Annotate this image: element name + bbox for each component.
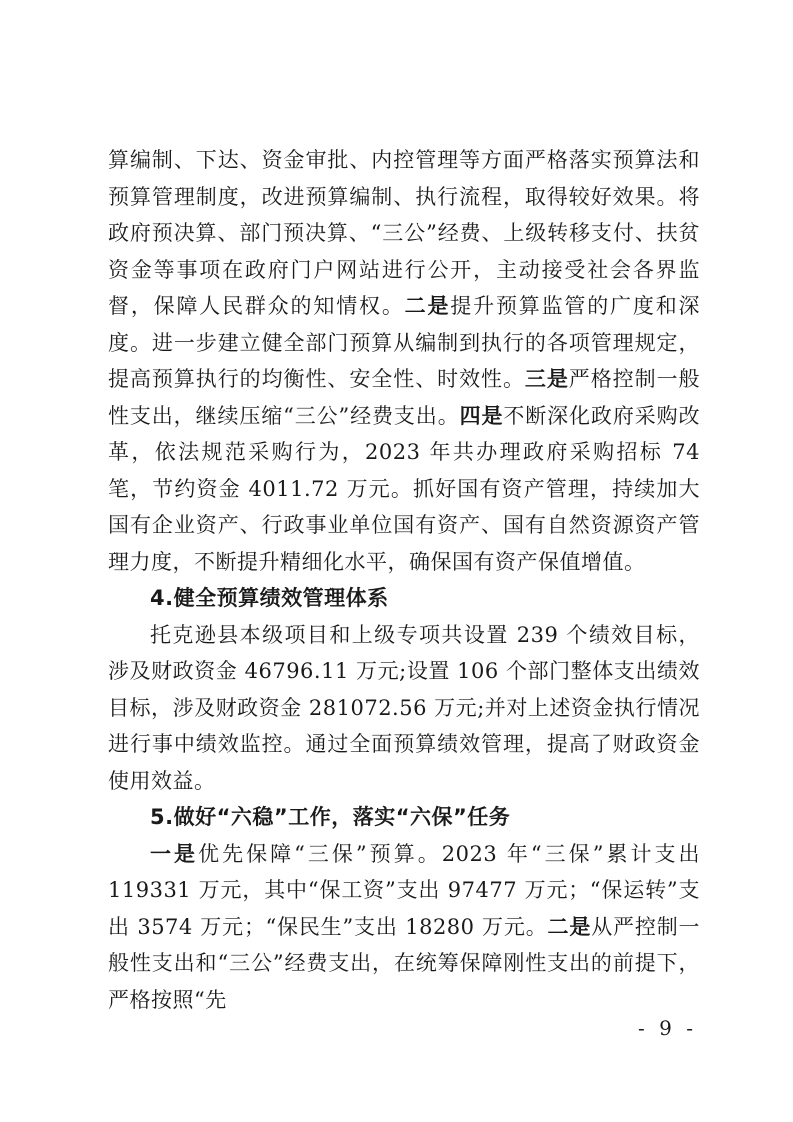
section-heading-4: 4.健全预算绩效管理体系 (150, 586, 389, 610)
paragraph-budget-management (108, 142, 700, 580)
paragraph-text: 优先保障“三保”预算。2023 年“三保”累计支出 119331 万元，其中“保工资”支出 97477 万元；“保运转”支出 3574 万元；“保民生”支出 18280 万元。 (108, 841, 701, 939)
paragraph-text: 从严控制一般性支出和“三公”经费支出，在统筹保障刚性支出的前提下，严格按照“先 (108, 914, 701, 1012)
bold-marker-second: 二是 (547, 914, 592, 939)
bold-marker-fourth: 四是 (459, 403, 504, 428)
paragraph-text: 提升预算监管的广度和深度。进一步建立健全部门预算从编制到执行的各项管理规定，提高预算执行的均衡性、安全性、时效性。 (108, 294, 701, 391)
paragraph-text: 不断深化政府采购改革，依法规范采购行为，2023 年共办理政府采购招标 74 笔，节约资金 4011.72 万元。抓好国有资产管理，持续加大国有企业资产、行政事业单位国有资产、国有自然资源资产管理力度，不断提升精细化水平，确保国有资产保值增值。 (108, 403, 700, 574)
paragraph-text: 严格控制一般性支出，继续压缩“三公”经费支出。 (108, 367, 701, 428)
paragraph-six-stability (108, 836, 700, 1019)
paragraph-text: 算编制、下达、资金审批、内控管理等方面严格落实预算法和预算管理制度，改进预算编制、执行流程，取得较好效果。将政府预决算、部门预决算、“三公”经费、上级转移支付、扶贫资金等事项在政府门户网站进行公开，主动接受社会各界监督，保障人民群众的知情权。 (108, 148, 700, 318)
page-number: - 9 - (638, 1016, 697, 1040)
paragraph-performance-management: 托克逊县本级项目和上级专项共设置 239 个绩效目标，涉及财政资金 46796.11 万元;设置 106 个部门整体支出绩效目标，涉及财政资金 281072.56 万元;并对上述资金执行情况进行事中绩效监控。通过全面预算绩效管理，提高了财政资金使用效益。 (108, 622, 700, 793)
bold-marker-first: 一是 (150, 841, 199, 866)
bold-marker-third: 三是 (524, 367, 569, 391)
bold-marker-second: 二是 (404, 294, 451, 318)
body-text (108, 142, 700, 1018)
section-heading-5: 5.做好“六稳”工作，落实“六保”任务 (150, 805, 511, 829)
